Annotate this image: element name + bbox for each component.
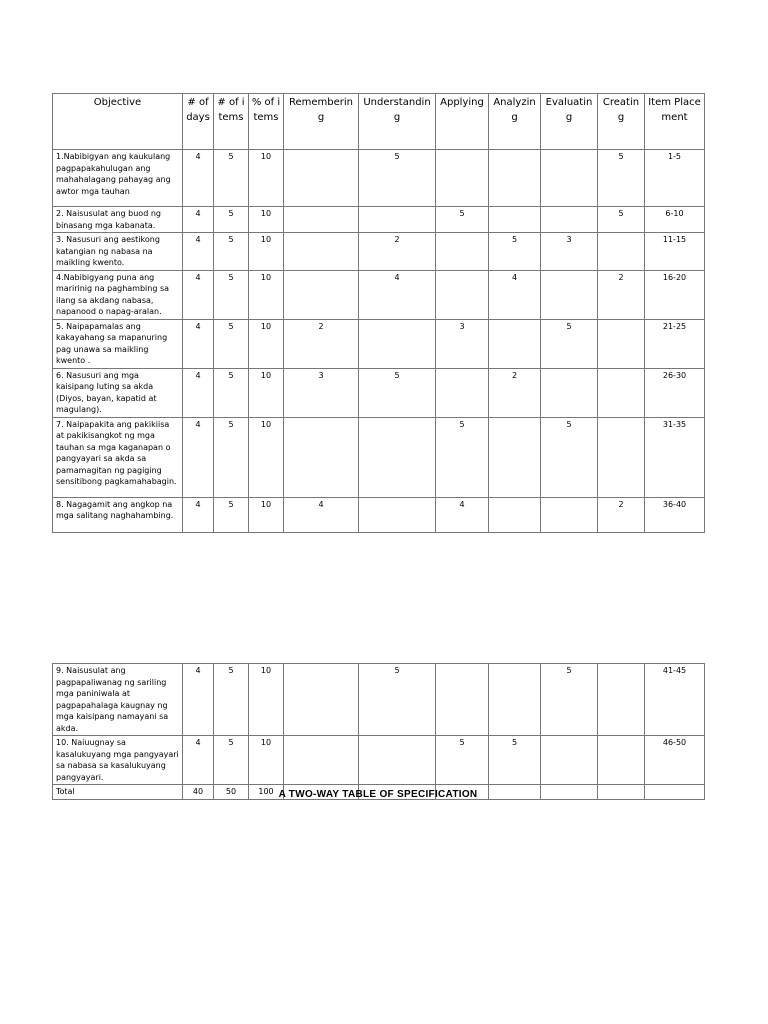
cell-creating <box>598 368 645 417</box>
cell-items: 50 <box>214 785 249 800</box>
cell-items: 5 <box>214 368 249 417</box>
cell-applying <box>436 150 489 207</box>
cell-applying: 5 <box>436 736 489 785</box>
cell-item-placement: 36-40 <box>645 497 705 532</box>
cell-objective: 4.Nabibigyang puna ang maririnig na paghambing sa ilang sa akdang nabasa, napanood o napag-aralan. <box>53 270 183 319</box>
cell-creating <box>598 736 645 785</box>
cell-item-placement: 21-25 <box>645 319 705 368</box>
cell-items: 5 <box>214 319 249 368</box>
header-items: # of items <box>214 94 249 150</box>
cell-remembering: 3 <box>284 368 359 417</box>
table-row <box>53 150 705 207</box>
cell-evaluating <box>541 270 598 319</box>
table-row <box>53 417 705 497</box>
cell-objective: 9. Naisusulat ang pagpapaliwanag ng sariling mga paniniwala at pagpapahalaga kaugnay ng mga kaisipang namayani sa akda. <box>53 664 183 736</box>
cell-evaluating: 5 <box>541 664 598 736</box>
cell-objective: 3. Nasusuri ang aestikong katangian ng nabasa na maikling kwento. <box>53 233 183 271</box>
cell-analyzing <box>489 319 541 368</box>
cell-days: 4 <box>183 207 214 233</box>
cell-item-placement: 11-15 <box>645 233 705 271</box>
cell-analyzing <box>489 497 541 532</box>
cell-applying <box>436 270 489 319</box>
header-remembering: Remembering <box>284 94 359 150</box>
cell-analyzing <box>489 664 541 736</box>
cell-evaluating: 3 <box>541 233 598 271</box>
cell-objective: Total <box>53 785 183 800</box>
cell-objective: 1.Nabibigyan ang kaukulang pagpapakahulugan ang mahahalagang pahayag ang awtor mga tauhan <box>53 150 183 207</box>
cell-items: 5 <box>214 417 249 497</box>
cell-understanding: 5 <box>359 664 436 736</box>
cell-days: 4 <box>183 497 214 532</box>
cell-item-placement: 1-5 <box>645 150 705 207</box>
cell-evaluating <box>541 207 598 233</box>
cell-days: 40 <box>183 785 214 800</box>
cell-days: 4 <box>183 736 214 785</box>
cell-remembering <box>284 207 359 233</box>
cell-percent: 10 <box>249 664 284 736</box>
cell-understanding: 5 <box>359 368 436 417</box>
cell-applying: 5 <box>436 417 489 497</box>
cell-creating <box>598 319 645 368</box>
cell-applying: 4 <box>436 497 489 532</box>
cell-percent: 10 <box>249 233 284 271</box>
cell-days: 4 <box>183 150 214 207</box>
cell-remembering <box>284 270 359 319</box>
cell-applying: 3 <box>436 319 489 368</box>
header-objective: Objective <box>53 94 183 150</box>
cell-items: 5 <box>214 736 249 785</box>
cell-evaluating <box>541 368 598 417</box>
cell-remembering <box>284 233 359 271</box>
cell-analyzing <box>489 150 541 207</box>
table-row <box>53 270 705 319</box>
cell-objective: 7. Naipapakita ang pakikiisa at pakikisangkot ng mga tauhan sa mga kaganapan o pangyayari sa akda sa pamamagitan ng pagiging sensitibong pagkamahabagin. <box>53 417 183 497</box>
cell-items: 5 <box>214 270 249 319</box>
cell-remembering <box>284 664 359 736</box>
table-row <box>53 497 705 532</box>
cell-understanding: 5 <box>359 150 436 207</box>
cell-evaluating <box>541 150 598 207</box>
cell-evaluating <box>541 497 598 532</box>
table-row <box>53 368 705 417</box>
cell-percent: 10 <box>249 150 284 207</box>
header-understanding: Understanding <box>359 94 436 150</box>
header-evaluating: Evaluating <box>541 94 598 150</box>
table-body-part1 <box>53 150 705 533</box>
cell-evaluating: 5 <box>541 417 598 497</box>
header-days: # of days <box>183 94 214 150</box>
cell-analyzing: 5 <box>489 233 541 271</box>
cell-evaluating: 5 <box>541 319 598 368</box>
cell-item-placement: 6-10 <box>645 207 705 233</box>
cell-remembering: 4 <box>284 497 359 532</box>
cell-remembering <box>284 736 359 785</box>
cell-items: 5 <box>214 233 249 271</box>
header-row <box>53 94 705 150</box>
cell-applying: 5 <box>436 207 489 233</box>
table-row <box>53 233 705 271</box>
cell-items: 5 <box>214 150 249 207</box>
cell-analyzing: 4 <box>489 270 541 319</box>
cell-percent: 10 <box>249 417 284 497</box>
cell-percent: 100 <box>249 785 284 800</box>
cell-applying <box>436 233 489 271</box>
cell-understanding <box>359 497 436 532</box>
cell-creating <box>598 233 645 271</box>
cell-remembering <box>284 417 359 497</box>
cell-percent: 10 <box>249 207 284 233</box>
cell-creating <box>598 417 645 497</box>
cell-creating: 2 <box>598 497 645 532</box>
cell-percent: 10 <box>249 270 284 319</box>
cell-evaluating <box>541 736 598 785</box>
cell-percent: 10 <box>249 319 284 368</box>
table-row <box>53 736 705 785</box>
cell-item-placement: 41-45 <box>645 664 705 736</box>
cell-applying <box>436 664 489 736</box>
cell-items: 5 <box>214 664 249 736</box>
header-applying: Applying <box>436 94 489 150</box>
cell-item-placement: 31-35 <box>645 417 705 497</box>
cell-objective: 6. Nasusuri ang mga kaisipang luting sa akda (Diyos, bayan, kapatid at magulang). <box>53 368 183 417</box>
cell-percent: 10 <box>249 736 284 785</box>
cell-days: 4 <box>183 270 214 319</box>
cell-analyzing <box>489 417 541 497</box>
table-caption: A TWO-WAY TABLE OF SPECIFICATION <box>278 789 478 800</box>
cell-objective: 2. Naisusulat ang buod ng binasang mga kabanata. <box>53 207 183 233</box>
cell-item-placement: 16-20 <box>645 270 705 319</box>
header-analyzing: Analyzing <box>489 94 541 150</box>
cell-items: 5 <box>214 497 249 532</box>
cell-days: 4 <box>183 417 214 497</box>
cell-objective: 10. Naiuugnay sa kasalukuyang mga pangyayari sa nabasa sa kasalukuyang pangyayari. <box>53 736 183 785</box>
cell-creating: 5 <box>598 207 645 233</box>
cell-creating <box>598 664 645 736</box>
table-row <box>53 319 705 368</box>
tos-table-part2 <box>52 663 705 800</box>
header-item-placement: Item Placement <box>645 94 705 150</box>
cell-analyzing: 5 <box>489 736 541 785</box>
cell-applying <box>436 368 489 417</box>
cell-item-placement: 26-30 <box>645 368 705 417</box>
cell-percent: 10 <box>249 368 284 417</box>
cell-objective: 8. Nagagamit ang angkop na mga salitang naghahambing. <box>53 497 183 532</box>
cell-objective: 5. Naipapamalas ang kakayahang sa mapanuring pag unawa sa maikling kwento . <box>53 319 183 368</box>
cell-remembering: 2 <box>284 319 359 368</box>
cell-understanding <box>359 417 436 497</box>
table-body-part2 <box>53 664 705 800</box>
table-row <box>53 207 705 233</box>
header-percent: % of items <box>249 94 284 150</box>
cell-days: 4 <box>183 319 214 368</box>
cell-days: 4 <box>183 664 214 736</box>
cell-analyzing <box>489 207 541 233</box>
header-creating: Creating <box>598 94 645 150</box>
cell-percent: 10 <box>249 497 284 532</box>
cell-days: 4 <box>183 368 214 417</box>
cell-creating: 2 <box>598 270 645 319</box>
cell-understanding: 2 <box>359 233 436 271</box>
cell-understanding: 4 <box>359 270 436 319</box>
cell-remembering <box>284 150 359 207</box>
cell-analyzing: 2 <box>489 368 541 417</box>
cell-days: 4 <box>183 233 214 271</box>
cell-items: 5 <box>214 207 249 233</box>
cell-creating: 5 <box>598 150 645 207</box>
cell-understanding <box>359 207 436 233</box>
tos-table-part1 <box>52 93 705 533</box>
cell-understanding <box>359 736 436 785</box>
table-row <box>53 664 705 736</box>
cell-item-placement: 46-50 <box>645 736 705 785</box>
cell-understanding <box>359 319 436 368</box>
